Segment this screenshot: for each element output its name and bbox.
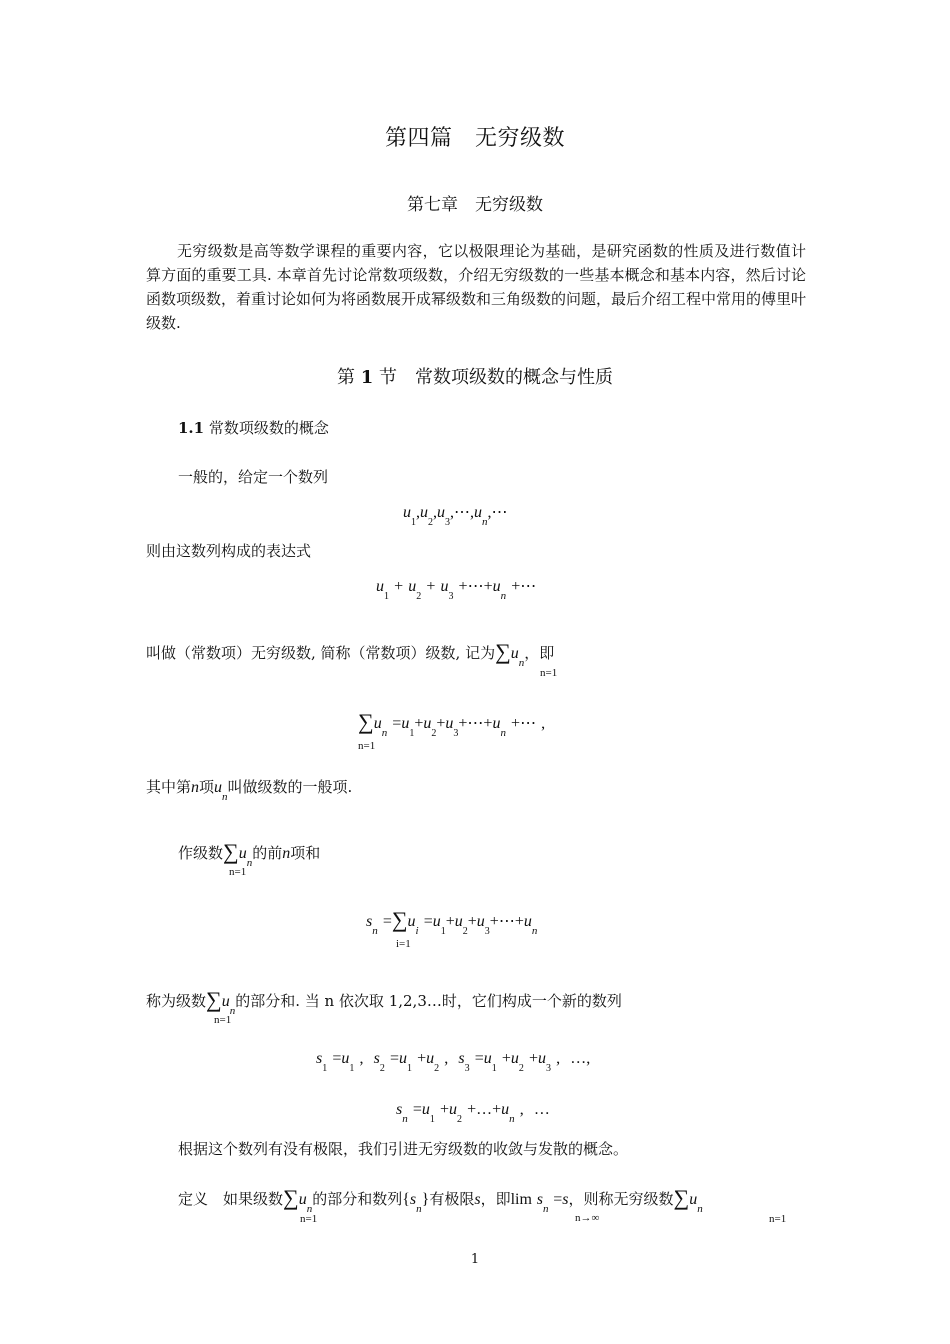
paragraph-partial-sum-sequence: 称为级数$\sum u_n$的部分和. 当 n 依次取 1,2,3…时，它们构成一个新的数列 [146, 987, 622, 1017]
formula-partial-sum: $s_n =\sum u_i$ $=u_1+u_2+u_3+\cdots+u_n$ [366, 907, 538, 937]
paragraph-convergence-intro: 根据这个数列有没有极限，我们引进无穷级数的收敛与发散的概念。 [178, 1140, 629, 1158]
paragraph-definition: 定义 如果级数$\sum u_n$的部分和数列$\{s_n\}$有极限s，即$\lim s_n =s$，则称无穷级数$\sum u_n$ [178, 1185, 703, 1215]
subsection-heading: 1.1 常数项级数的概念 [178, 419, 329, 437]
sum-lower-limit: n=1 [229, 866, 247, 878]
formula-sequence: $u_1,u_2,u_3,\cdots,u_n,\cdots$ [403, 504, 508, 528]
sum-lower-limit: i=1 [396, 938, 411, 950]
sum-lower-limit: n=1 [300, 1213, 318, 1225]
paragraph-sequence-intro: 一般的，给定一个数列 [178, 468, 329, 486]
paragraph-general-term: 其中第n项$u_n$叫做级数的一般项. [146, 778, 353, 803]
part-title: 第四篇 无穷级数 [384, 126, 565, 151]
formula-series-expression: $u_1 + u_2 + u_3$ $+\cdots+u_n$ +⋯ [376, 578, 537, 602]
paragraph-partial-sum-intro: 作级数$\sum u_n$的前n项和 [178, 839, 321, 869]
sum-lower-limit: n=1 [358, 740, 376, 752]
formula-partial-sum-general: $s_n =u_1 +u_2$ $+\dots+u_n$ , … [396, 1101, 550, 1125]
sum-lower-limit: n=1 [540, 667, 558, 679]
paragraph-expression: 则由这数列构成的表达式 [146, 542, 312, 560]
sum-lower-limit: n=1 [769, 1213, 787, 1225]
formula-partial-sums-list: $s_1 =u_1$ , $s_2 =u_1 +u_2$ , $s_3 =u_1 +u_2 +u_3$ , …, [316, 1050, 591, 1074]
formula-series-sum: $\sum u_n$ $=u_1+u_2+u_3+\cdots+u_n$ +⋯ , [358, 709, 546, 739]
paragraph-series-definition: 叫做（常数项）无穷级数, 简称（常数项）级数, 记为$\sum u_n$，即 [146, 639, 555, 669]
sum-lower-limit: n=1 [214, 1014, 232, 1026]
intro-paragraph: 无穷级数是高等数学课程的重要内容，它以极限理论为基础，是研究函数的性质及进行数值计算方面的重要工具. 本章首先讨论常数项级数，介绍无穷级数的一些基本概念和基本内容，然后讨论函数项级数，着重讨论如何为将函数展开成幂级数和三角级数的问题，最后介绍工程中常用的傅里叶级数. [146, 242, 807, 332]
page-number: 1 [470, 1252, 480, 1267]
limit-subscript: n→∞ [575, 1212, 600, 1224]
section-title: 第 1 节 常数项级数的概念与性质 [337, 367, 613, 388]
chapter-title: 第七章 无穷级数 [407, 195, 543, 215]
